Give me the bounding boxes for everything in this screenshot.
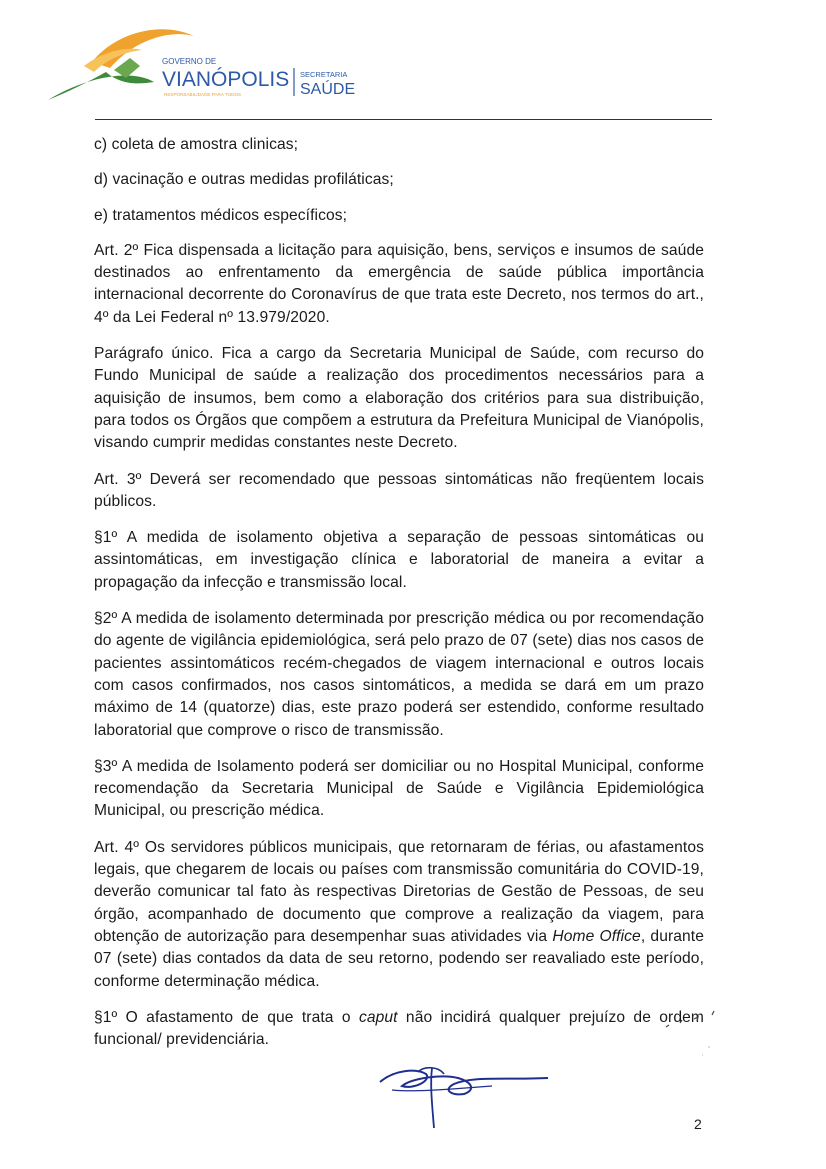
logo-name: VIANÓPOLIS <box>162 68 290 91</box>
article-2: Art. 2º Fica dispensada a licitação para aquisição, bens, serviços e insumos de saúde destinados ao enfrentamento da emergência de saúde pública importância internacional decorrente do Coronavírus de que trata este Decreto, nos termos do art., 4º da Lei Federal nº 13.979/2020. <box>94 241 704 326</box>
article-4-text-a: Art. 4º Os servidores públicos municipais, que retornaram de férias, ou afastamentos legais, que chegarem de locais ou países com transmissão comunitária do COVID-19, deverão comunicar tal fato às respectivas Diretorias de Gestão de Pessoas, de seu órgão, acompanhado de documento que comprove a realização da viagem, para obtenção de autorização para desempenhar suas atividades via <box>94 838 704 945</box>
vianopolis-health-logo <box>44 22 384 112</box>
article-3-section-3: §3º A medida de Isolamento poderá ser domiciliar ou no Hospital Municipal, conforme recomendação da Secretaria Municipal de Saúde e Vigilância Epidemiológica Municipal, ou prescrição médica. <box>94 757 704 820</box>
article-3-section-1: §1º A medida de isolamento objetiva a separação de pessoas sintomáticas ou assintomáticas, em investigação clínica e laboratorial de maneira a evitar a propagação da infecção e transmissão local. <box>94 529 704 591</box>
article-4-s1-text-b: não incidirá qualquer prejuízo de ordem funcional/ previdenciária. <box>94 1008 704 1049</box>
logo-dept: SAÚDE <box>300 81 356 98</box>
document-body <box>94 134 704 1051</box>
article-4-s1-caput: caput <box>358 1008 398 1026</box>
logo-green-swoosh <box>48 72 154 100</box>
sole-paragraph: Parágrafo único. Fica a cargo da Secretaria Municipal de Saúde, com recurso do Fundo Municipal de saúde a realização dos procedimentos necessários para a aquisição de insumos, bem como a elaboração dos critérios para sua distribuição, para todos os Órgãos que compõem a estrutura da Prefeitura Municipal de Vianópolis, visando cumprir medidas constantes neste Decreto. <box>94 345 704 452</box>
article-4-text-b: , durante 07 (sete) dias contados da data de seu retorno, podendo ser reavaliado este período, conforme determinação médica. <box>94 927 705 990</box>
list-item-c: c) coleta de amostra clinicas; <box>94 136 299 153</box>
article-4-home-office: Home Office <box>552 927 641 945</box>
logo-line1: GOVERNO DE <box>162 57 217 66</box>
logo-dept-top: SECRETARIA <box>300 70 348 79</box>
article-4-s1-text-a: §1º O afastamento de que trata o <box>94 1008 359 1026</box>
signature <box>372 1060 552 1132</box>
article-4 <box>94 837 704 993</box>
header-rule <box>95 119 712 120</box>
list-item-d: d) vacinação e outras medidas profiláticas; <box>94 171 394 189</box>
logo-green-swoosh-top <box>114 58 140 78</box>
article-4-section-1 <box>94 1007 704 1052</box>
scan-marks <box>650 1005 720 1065</box>
article-3: Art. 3º Deverá ser recomendado que pessoas sintomáticas não freqüentem locais públicos. <box>94 470 704 510</box>
logo-tagline: RESPONSABILIDADE PARA TODOS <box>164 92 242 97</box>
list-item-e: e) tratamentos médicos específicos; <box>94 206 348 224</box>
page-number: 2 <box>694 1116 702 1132</box>
article-3-section-2: §2º A medida de isolamento determinada por prescrição médica ou por recomendação do agente de vigilância epidemiológica, será pelo prazo de 07 (sete) dias nos casos de pacientes assintomáticos recém-chegados de viagem internacional e outros locais com casos confirmados, nos casos sintomáticos, a medida se dará em um prazo máximo de 14 (quatorze) dias, este prazo poderá ser estendido, conforme resultado laboratorial que comprove o risco de transmissão. <box>94 610 704 739</box>
